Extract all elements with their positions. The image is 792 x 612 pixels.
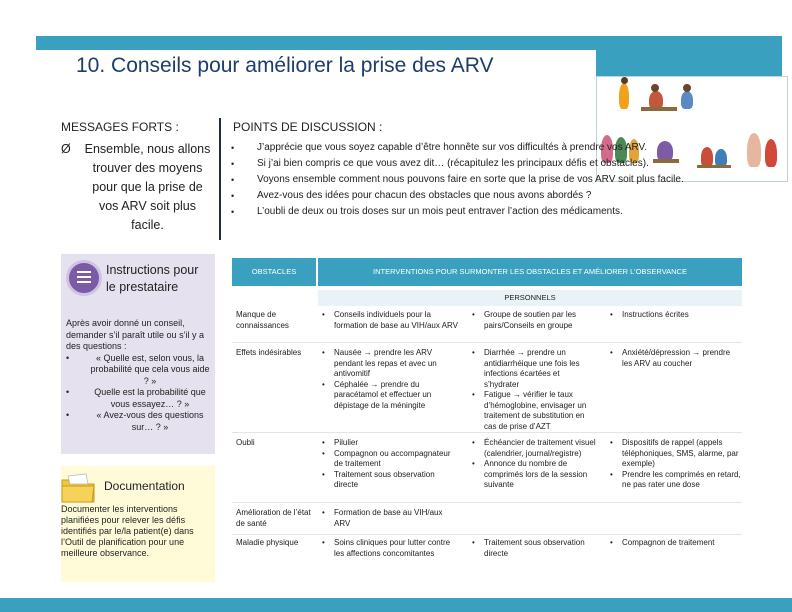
intervention-cell: • Groupe de soutien par les pairs/Conseils en groupe — [472, 310, 577, 330]
intervention-cell: • Anxiété/dépression → prendre les ARV au coucher — [610, 348, 731, 368]
instructions-item: • « Quelle est, selon vous, la probabilité que cela vous aide ? » — [66, 352, 210, 386]
section-divider — [219, 118, 221, 240]
discussion-point: • Avez-vous des idées pour chacun des obstacles que nous avons abordés ? — [231, 190, 592, 201]
strong-messages-heading: MESSAGES FORTS : — [61, 120, 179, 134]
obstacles-column-header: OBSTACLES — [232, 258, 316, 286]
personal-subheader: PERSONNELS — [318, 290, 742, 306]
intervention-cell: • Soins cliniques pour lutter contre les affections concomitantes — [322, 538, 451, 558]
strong-message — [61, 140, 213, 235]
documentation-title: Documentation — [104, 479, 185, 493]
discussion-points-list — [229, 140, 729, 220]
interventions-table-header — [232, 258, 742, 286]
obstacle-label: Effets indésirables — [236, 348, 302, 357]
instructions-item: • « Avez-vous des questions sur… ? » — [66, 410, 204, 432]
row-divider — [232, 342, 742, 343]
intervention-cell: • Diarrhée → prendre un antidiarrhéique une fois les infections écartées et s’hydrater • Fatigue → vérifier le taux d’hémoglobine, envisager un traitement de substitution en cas de prise d’AZT — [472, 348, 587, 431]
intervention-cell: • Pilulier • Compagnon ou accompagnateur de traitement • Traitement sous observation directe — [322, 438, 451, 489]
row-divider — [232, 502, 742, 503]
page-title: 10. Conseils pour améliorer la prise des ARV — [76, 54, 494, 77]
arrow-bullet-icon: Ø — [61, 142, 71, 156]
discussion-points-heading: POINTS DE DISCUSSION : — [233, 120, 383, 134]
intervention-cell: • Traitement sous observation directe — [472, 538, 585, 558]
discussion-point: • Si j’ai bien compris ce que vous avez dit… (récapitulez les principaux défis et obstacles). — [231, 158, 649, 169]
intervention-cell: • Conseils individuels pour la formation de base au VIH/aux ARV — [322, 310, 458, 330]
discussion-point: • J’apprécie que vous soyez capable d’être honnête sur vos difficultés à prendre vos ARV. — [231, 142, 648, 153]
strong-message-text: Ensemble, nous allons trouver des moyens pour que la prise de vos ARV soit plus facile. — [84, 142, 211, 232]
row-divider — [232, 432, 742, 433]
discussion-point: • L’oubli de deux ou trois doses sur un mois peut entraver l’action des médicaments. — [231, 206, 623, 217]
documentation-text: Documenter les interventions planifiées pour relever les défis identifiés par le/la patient(e) dans l’Outil de planification pour une meilleure observance. — [61, 504, 194, 558]
discussion-point: • Voyons ensemble comment nous pouvons faire en sorte que la prise de vos ARV soit plus facile. — [231, 174, 684, 185]
intervention-cell: • Compagnon de traitement — [610, 538, 715, 547]
instructions-intro: Après avoir donné un conseil, demander s’il paraît utile ou s’il y a des questions : — [66, 318, 205, 351]
obstacle-label: Oubli — [236, 438, 255, 447]
interventions-column-header: INTERVENTIONS POUR SURMONTER LES OBSTACLES ET AMÉLIORER L’OBSERVANCE — [318, 258, 742, 286]
intervention-cell: • Instructions écrites — [610, 310, 689, 319]
checklist-icon — [66, 260, 102, 296]
instructions-body — [66, 318, 212, 433]
intervention-cell: • Échéancier de traitement visuel (calendrier, journal/registre) • Annonce du nombre de comprimés lors de la session suivante — [472, 438, 596, 489]
intervention-cell: • Dispositifs de rappel (appels téléphoniques, SMS, alarme, par exemple) • Prendre les comprimés en retard, ne pas rater une dose — [610, 438, 741, 489]
obstacle-label: Amélioration de l’état de santé — [236, 508, 311, 528]
intervention-cell: • Nausée → prendre les ARV pendant les repas et avec un antivomitif • Céphalée → prendre du paracétamol et effectuer un dépistage de la méningite — [322, 348, 437, 410]
instructions-item: • Quelle est la probabilité que vous essayez… ? » — [66, 387, 206, 409]
obstacle-label: Manque de connaissances — [236, 310, 289, 330]
footer-band — [0, 598, 792, 612]
folder-icon — [60, 472, 98, 506]
intervention-cell: • Formation de base au VIH/aux ARV — [322, 508, 443, 528]
instructions-title: Instructions pour le prestataire — [106, 263, 199, 294]
obstacle-label: Maladie physique — [236, 538, 299, 547]
row-divider — [232, 534, 742, 535]
